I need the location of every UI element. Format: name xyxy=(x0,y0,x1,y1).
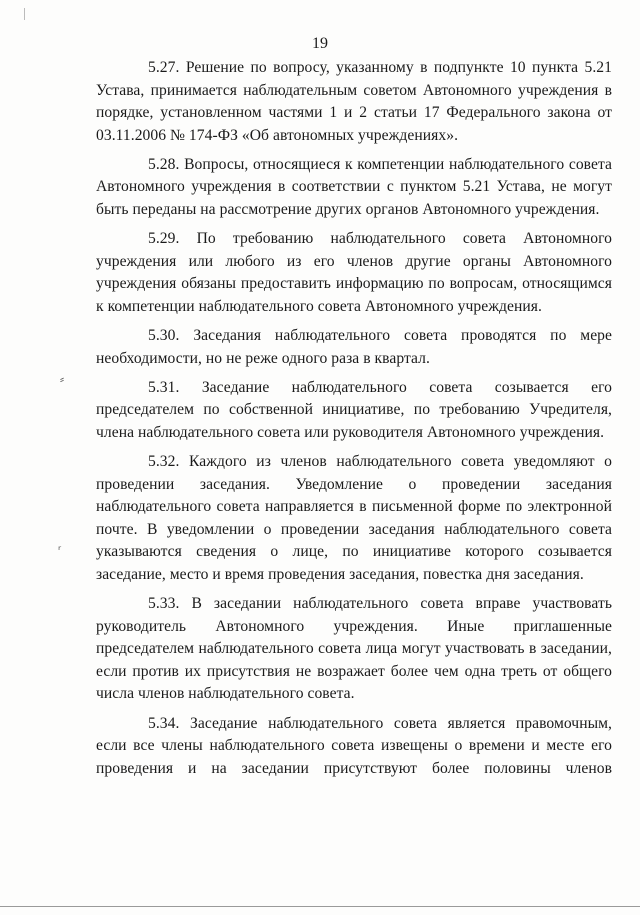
paragraph-5-32: 5.32. Каждого из членов наблюдательного совета уведомляют о проведении заседания. Уведомление о проведении заседания наблюдательного совета направляется в письменной форме по электронной почте. В уведомлении о проведении заседания наблюдательного совета указываются сведения о лице, по инициативе которого созывается заседание, место и время проведения заседания, повестка дня заседания. xyxy=(96,453,612,583)
paragraph-5-27: 5.27. Решение по вопросу, указанному в подпункте 10 пункта 5.21 Устава, принимается наблюдательным советом Автономного учреждения в порядке, установленном частями 1 и 2 статьи 17 Федерального закона от 03.11.2006 № 174-ФЗ «Об автономных учреждениях». xyxy=(96,59,612,144)
paragraph-5-34: 5.34. Заседание наблюдательного совета является правомочным, если все члены наблюдательного совета извещены о времени и месте его проведения и на заседании присутствуют более половины членов xyxy=(96,714,612,777)
paragraph-5-30: 5.30. Заседания наблюдательного совета проводятся по мере необходимости, но не реже одного раза в квартал. xyxy=(96,327,612,367)
document-body xyxy=(96,57,612,787)
margin-pen-mark: ⸗ xyxy=(60,372,64,386)
paragraph-5-29: 5.29. По требованию наблюдательного совета Автономного учреждения или любого из его членов другие органы Автономного учреждения обязаны предоставить информацию по вопросам, относящимся к компетенции наблюдательного совета Автономного учреждения. xyxy=(96,230,612,315)
page-number: 19 xyxy=(312,35,328,52)
scan-artifact xyxy=(24,8,25,20)
page-bottom-edge xyxy=(0,906,640,907)
margin-pen-mark: ʳ xyxy=(58,543,62,557)
paragraph-5-28: 5.28. Вопросы, относящиеся к компетенции наблюдательного совета Автономного учреждения в соответствии с пунктом 5.21 Устава, не могут быть переданы на рассмотрение других органов Автономного учреждения. xyxy=(96,155,612,219)
paragraph-5-31: 5.31. Заседание наблюдательного совета созывается его председателем по собственной инициативе, по требованию Учредителя, члена наблюдательного совета или руководителя Автономного учреждения. xyxy=(96,378,612,441)
paragraph-5-33: 5.33. В заседании наблюдательного совета вправе участвовать руководитель Автономного учреждения. Иные приглашенные председателем наблюдательного совета лица могут участвовать в заседании, если против их присутствия не возражает более чем одна треть от общего числа членов наблюдательного совета. xyxy=(96,595,612,703)
